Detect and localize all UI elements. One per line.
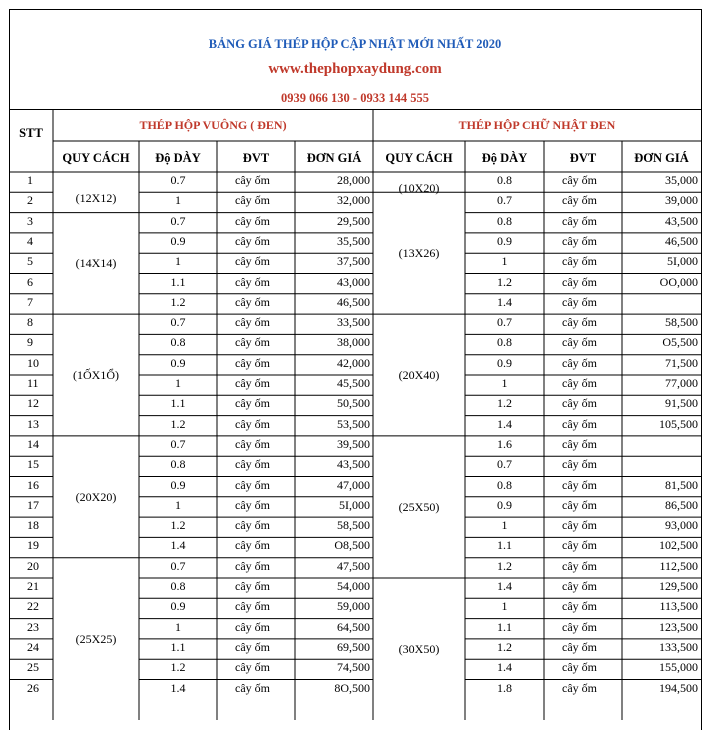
thickness-left: 0.7 — [170, 213, 186, 228]
unit-left: cây ốm — [235, 335, 270, 350]
spec-right: (20X40) — [398, 368, 440, 382]
thickness-left: 0.9 — [170, 233, 186, 248]
col-header-price-right: ĐƠN GIÁ — [634, 151, 689, 165]
price-left: 38,000 — [337, 335, 370, 350]
price-left: 50,500 — [337, 396, 370, 411]
spec-left: (25X25) — [75, 631, 117, 646]
thickness-right: 1.2 — [497, 558, 512, 573]
row-stt: 18 — [27, 518, 39, 533]
price-left: 43,000 — [337, 274, 370, 289]
unit-left: cây ốm — [235, 497, 270, 512]
thickness-right: 1.4 — [497, 579, 512, 593]
unit-right: cây ốm — [562, 477, 597, 492]
price-left: 47,500 — [337, 558, 370, 573]
group-header-square: THÉP HỘP VUÔNG ( ĐEN) — [139, 118, 287, 132]
unit-left: cây ốm — [235, 193, 270, 208]
unit-left: cây ốm — [235, 436, 270, 451]
price-right: 194,500 — [659, 680, 698, 695]
row-stt: 24 — [27, 639, 39, 654]
row-stt: 1 — [27, 173, 33, 187]
thickness-left: 1 — [175, 497, 181, 512]
price-right: 155,000 — [659, 660, 698, 675]
row-stt: 8 — [27, 315, 33, 330]
sheet-title: BẢNG GIÁ THÉP HỘP CẬP NHẬT MỚI NHẤT 2020 — [208, 37, 502, 51]
website-link[interactable]: www.thephopxaydung.com — [268, 61, 442, 77]
thickness-left: 0.9 — [170, 355, 186, 370]
thickness-right: 0.7 — [497, 193, 512, 208]
unit-right: cây ốm — [562, 436, 597, 451]
thickness-left: 1.1 — [170, 396, 186, 411]
col-header-price-left: ĐƠN GIÁ — [306, 151, 362, 165]
row-stt: 13 — [27, 416, 39, 431]
price-right: 43,500 — [665, 213, 698, 228]
price-right: 93,000 — [665, 518, 698, 533]
thickness-left: 1 — [175, 619, 181, 634]
unit-left: cây ốm — [235, 416, 270, 431]
price-left: 5I,000 — [339, 497, 370, 512]
unit-left: cây ốm — [235, 457, 270, 472]
price-right: 5I,000 — [667, 254, 698, 269]
thickness-right: 1.2 — [497, 396, 512, 411]
thickness-right: 1 — [501, 254, 508, 269]
thickness-right: 0.7 — [497, 315, 512, 330]
spec-right: (10X20) — [398, 181, 440, 196]
row-stt: 9 — [27, 335, 33, 350]
unit-right: cây ốm — [562, 619, 597, 634]
price-left: 46,500 — [337, 294, 370, 309]
thickness-right: 1.4 — [497, 660, 512, 675]
price-left: 53,500 — [337, 416, 370, 431]
thickness-left: 0.7 — [170, 558, 186, 573]
thickness-left: 1 — [175, 376, 181, 390]
price-right: O5,500 — [662, 335, 698, 350]
price-left: 74,500 — [337, 660, 370, 675]
price-left: 45,500 — [337, 376, 370, 390]
spec-left: (12X12) — [75, 191, 117, 206]
thickness-left: 1.1 — [170, 274, 186, 289]
thickness-right: 0.8 — [497, 213, 512, 228]
thickness-left: 0.9 — [170, 599, 186, 614]
unit-right: cây ốm — [562, 660, 597, 675]
price-right: 77,000 — [665, 376, 698, 390]
price-left: 42,000 — [337, 355, 370, 370]
unit-right: cây ốm — [562, 680, 597, 695]
spec-left: (20X20) — [75, 489, 117, 504]
unit-right: cây ốm — [562, 579, 597, 593]
col-header-thickness-left: Độ DÀY — [155, 151, 201, 165]
spec-left: (14X14) — [75, 256, 117, 271]
price-right: 39,000 — [665, 193, 698, 208]
col-header-stt: STT — [19, 126, 43, 140]
unit-right: cây ốm — [562, 315, 597, 330]
price-right: OO,000 — [659, 274, 698, 289]
price-right: 35,000 — [665, 173, 698, 187]
thickness-left: 0.9 — [170, 477, 186, 492]
unit-right: cây ốm — [562, 213, 597, 228]
price-left: 64,500 — [337, 619, 370, 634]
row-stt: 23 — [27, 619, 39, 634]
unit-left: cây ốm — [235, 355, 270, 370]
thickness-left: 1.4 — [170, 538, 186, 553]
price-left: 37,500 — [337, 254, 370, 269]
thickness-right: 1.1 — [497, 619, 512, 634]
unit-left: cây ốm — [235, 518, 270, 533]
unit-left: cây ốm — [235, 619, 270, 634]
thickness-left: 1.4 — [170, 680, 186, 695]
price-left: 32,000 — [337, 193, 370, 208]
unit-left: cây ốm — [235, 639, 270, 654]
row-stt: 26 — [27, 680, 39, 695]
thickness-left: 1.2 — [170, 294, 186, 309]
spec-left: (1ỐX1Ổ) — [73, 368, 119, 382]
unit-right: cây ốm — [562, 518, 597, 533]
price-left: 69,500 — [337, 639, 370, 654]
price-right: 71,500 — [665, 355, 698, 370]
thickness-right: 1 — [501, 518, 508, 533]
thickness-right: 1.2 — [497, 274, 512, 289]
thickness-left: 0.7 — [170, 173, 186, 187]
thickness-right: 1.8 — [497, 680, 512, 695]
row-stt: 12 — [27, 396, 39, 411]
unit-right: cây ốm — [562, 335, 597, 350]
unit-right: cây ốm — [562, 396, 597, 411]
group-header-rect: THÉP HỘP CHỮ NHẬT ĐEN — [458, 118, 616, 132]
thickness-left: 1.2 — [170, 518, 186, 533]
row-stt: 25 — [27, 660, 39, 675]
spec-right: (25X50) — [398, 499, 440, 514]
row-stt: 22 — [27, 599, 39, 614]
row-stt: 15 — [27, 457, 39, 472]
unit-left: cây ốm — [235, 376, 270, 390]
contact-phones: 0939 066 130 - 0933 144 555 — [281, 91, 429, 105]
price-left: O8,500 — [334, 538, 370, 553]
price-left: 59,000 — [337, 599, 370, 614]
thickness-right: 0.7 — [497, 457, 512, 472]
thickness-right: 0.8 — [497, 477, 512, 492]
price-right: 46,500 — [665, 233, 698, 248]
unit-right: cây ốm — [562, 173, 597, 187]
price-right: 133,500 — [659, 639, 698, 654]
unit-right: cây ốm — [562, 497, 597, 512]
price-left: 8O,500 — [334, 680, 370, 695]
unit-right: cây ốm — [562, 376, 597, 390]
price-right: 102,500 — [659, 538, 698, 553]
thickness-left: 1 — [175, 254, 181, 269]
unit-right: cây ốm — [562, 355, 597, 370]
thickness-left: 0.8 — [170, 579, 186, 593]
thickness-right: 1.4 — [497, 294, 512, 309]
unit-right: cây ốm — [562, 558, 597, 573]
unit-right: cây ốm — [562, 416, 597, 431]
price-left: 43,500 — [337, 457, 370, 472]
price-left: 58,500 — [337, 518, 370, 533]
thickness-right: 0.9 — [497, 355, 512, 370]
price-right: 123,500 — [659, 619, 698, 634]
col-header-unit-left: ĐVT — [242, 151, 270, 165]
row-stt: 3 — [27, 213, 33, 228]
price-right: 91,500 — [665, 396, 698, 411]
unit-right: cây ốm — [562, 599, 597, 614]
col-header-unit-right: ĐVT — [569, 151, 597, 165]
col-header-spec-left: QUY CÁCH — [62, 151, 130, 165]
thickness-left: 0.7 — [170, 315, 186, 330]
unit-right: cây ốm — [562, 639, 597, 654]
thickness-right: 1.2 — [497, 639, 512, 654]
row-stt: 10 — [27, 355, 39, 370]
row-stt: 21 — [27, 579, 39, 593]
price-left: 28,000 — [337, 173, 370, 187]
thickness-right: 1.4 — [497, 416, 512, 431]
unit-left: cây ốm — [235, 599, 270, 614]
thickness-left: 1.1 — [170, 639, 186, 654]
unit-left: cây ốm — [235, 315, 270, 330]
unit-right: cây ốm — [562, 457, 597, 472]
price-right: 86,500 — [665, 497, 698, 512]
unit-right: cây ốm — [562, 254, 597, 269]
price-left: 39,500 — [337, 436, 370, 451]
thickness-right: 1.6 — [497, 436, 512, 451]
unit-left: cây ốm — [235, 294, 270, 309]
row-stt: 7 — [27, 294, 33, 309]
price-right: 81,500 — [665, 477, 698, 492]
price-left: 35,500 — [337, 233, 370, 248]
unit-left: cây ốm — [235, 579, 270, 593]
spec-right: (30X50) — [398, 642, 440, 656]
price-right: 113,500 — [659, 599, 698, 614]
row-stt: 20 — [27, 558, 39, 573]
unit-left: cây ốm — [235, 274, 270, 289]
row-stt: 5 — [27, 254, 33, 269]
unit-right: cây ốm — [562, 274, 597, 289]
row-stt: 11 — [27, 376, 39, 390]
unit-left: cây ốm — [235, 538, 270, 553]
thickness-right: 1.1 — [497, 538, 512, 553]
unit-right: cây ốm — [562, 538, 597, 553]
thickness-left: 0.8 — [170, 335, 186, 350]
row-stt: 19 — [27, 538, 39, 553]
unit-left: cây ốm — [235, 173, 270, 187]
thickness-right: 0.8 — [497, 173, 512, 187]
price-left: 47,000 — [337, 477, 370, 492]
unit-right: cây ốm — [562, 294, 597, 309]
thickness-right: 0.8 — [497, 335, 512, 350]
thickness-right: 0.9 — [497, 497, 512, 512]
row-stt: 17 — [27, 497, 39, 512]
unit-left: cây ốm — [235, 213, 270, 228]
row-stt: 14 — [27, 436, 39, 451]
price-left: 29,500 — [337, 213, 370, 228]
thickness-left: 1.2 — [170, 416, 186, 431]
price-left: 54,000 — [337, 579, 370, 593]
unit-left: cây ốm — [235, 680, 270, 695]
price-right: 105,500 — [659, 416, 698, 431]
price-right: 58,500 — [665, 315, 698, 330]
unit-left: cây ốm — [235, 477, 270, 492]
thickness-left: 1.2 — [170, 660, 186, 675]
spec-right: (13X26) — [398, 246, 440, 261]
thickness-right: 1 — [501, 376, 508, 390]
thickness-left: 0.7 — [170, 436, 186, 451]
price-right: 112,500 — [659, 558, 698, 573]
unit-left: cây ốm — [235, 558, 270, 573]
unit-left: cây ốm — [235, 254, 270, 269]
unit-right: cây ốm — [562, 233, 597, 248]
price-right: 129,500 — [659, 579, 698, 593]
price-left: 33,500 — [337, 315, 370, 330]
unit-left: cây ốm — [235, 233, 270, 248]
row-stt: 2 — [27, 193, 33, 208]
thickness-right: 0.9 — [497, 233, 512, 248]
col-header-spec-right: QUY CÁCH — [385, 151, 453, 165]
thickness-left: 1 — [175, 193, 181, 208]
thickness-left: 0.8 — [170, 457, 186, 472]
unit-left: cây ốm — [235, 660, 270, 675]
unit-right: cây ốm — [562, 193, 597, 208]
row-stt: 16 — [27, 477, 39, 492]
col-header-thickness-right: Độ DÀY — [481, 151, 528, 165]
row-stt: 6 — [27, 274, 33, 289]
thickness-right: 1 — [501, 599, 508, 614]
row-stt: 4 — [27, 233, 33, 248]
unit-left: cây ốm — [235, 396, 270, 411]
